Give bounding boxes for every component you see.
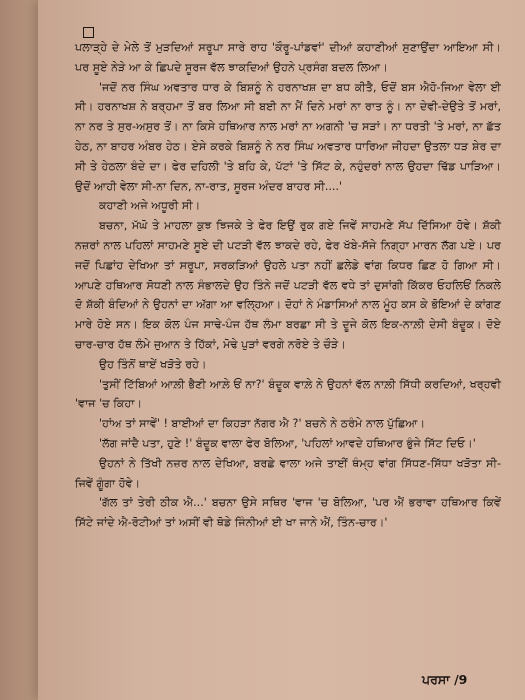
paragraph: ਉਹਨਾਂ ਨੇ ਤਿੱਖੀ ਨਜ਼ਰ ਨਾਲ ਦੇਖਿਆ, ਬਰਛੇ ਵਾਲਾ ਅਜੇ ਤਾਈਂ ਥੰਮ੍ਹ ਵਾਂਗ ਸਿੱਧਣ-ਸਿੱਧਾ ਖੜੋਤਾ ਸੀ-ਜਿਵੇਂ ਗੂੰਗਾ ਹੋਵੇ। <box>75 456 501 490</box>
book-spine-shadow <box>0 0 38 700</box>
paragraph: ਉਹ ਤਿੰਨੋਂ ਥਾਏਂ ਖੜੋਤੇ ਰਹੇ। <box>99 357 207 371</box>
paragraph: ਕਹਾਣੀ ਅਜੇ ਅਧੂਰੀ ਸੀ। <box>99 199 201 213</box>
paragraph: 'ਗੱਲ ਤਾਂ ਤੇਰੀ ਠੀਕ ਐ...' ਬਚਨਾ ਉਸੇ ਸਥਿਰ 'ਵਾਜ 'ਚ ਬੋਲਿਆ, 'ਪਰ ਐਂ ਭਰਾਵਾ ਹਥਿਆਰ ਕਿਵੇਂ ਸਿੱਟੇ ਜਾਂਦੇ ਐ-ਰੋਟੀਆਂ ਤਾਂ ਅਸੀਂ ਵੀ ਥੋਡੇ ਜਿੰਨੀਆਂ ਈ ਖਾ ਜਾਨੇ ਐਂ, ਤਿੰਨ-ਚਾਰ।' <box>75 496 501 530</box>
paragraph: 'ਤੁਸੀਂ ਟਿੱਬਿਆਂ ਆਲ਼ੀ ਭੈਣੀ ਆਲ਼ੇ ਓਂ ਨਾ?' ਬੰਦੂਕ ਵਾਲ਼ੇ ਨੇ ਉਹਨਾਂ ਵੱਲ ਨਾਲ਼ੀ ਸਿੱਧੀ ਕਰਦਿਆਂ, ਖਰ੍ਹਵੀ 'ਵਾਜ 'ਚ ਕਿਹਾ। <box>75 377 501 411</box>
paragraph: 'ਹਾਂਅ ਤਾਂ ਸਾਵੇਂ' ! ਬਾਈਆਂ ਦਾ ਕਿਹੜਾ ਨੱਗਰ ਐ ?' ਬਚਨੇ ਨੇ ਠਰੰਮੇ ਨਾਲ ਪੁੱਛਿਆ। <box>99 417 426 431</box>
paragraph: 'ਜਦੋਂ ਨਰ ਸਿੰਘ ਅਵਤਾਰ ਧਾਰ ਕੇ ਬਿਸ਼ਨੂੰ ਨੇ ਹਰਨਾਖਸ਼ ਦਾ ਬਧ ਕੀਤੈ, ਓਦੋਂ ਬਸ ਐਹੋ-ਜਿਆ ਵੇਲਾ ਈ ਸੀ। ਹਰਨਾਖਸ਼ ਨੇ ਬਰ੍ਹਮਾ ਤੋਂ ਬਰ ਲਿਆ ਸੀ ਬਈ ਨਾ ਮੈਂ ਦਿਨੇ ਮਰਾਂ ਨਾ ਰਾਤ ਨੂੰ। ਨਾ ਦੇਵੀ-ਦੇਉਤੇ ਤੋਂ ਮਰਾਂ, ਨਾ ਨਰ ਤੇ ਸੁਰ-ਅਸੁਰ ਤੋਂ। ਨਾ ਕਿਸੇ ਹਥਿਆਰ ਨਾਲ ਮਰਾਂ ਨਾ ਅਗਨੀ 'ਚ ਸੜਾਂ। ਨਾ ਧਰਤੀ 'ਤੇ ਮਰਾਂ, ਨਾ ਛੱਤ ਹੇਠ, ਨਾ ਬਾਹਰ ਅੰਬਰ ਹੇਠ। ਏਸੇ ਕਰਕੇ ਬਿਸ਼ਨੂੰ ਨੇ ਨਰ ਸਿੰਘ ਅਵਤਾਰ ਧਾਰਿਆ ਜੀਹਦਾ ਉਤਲਾ ਧੜ ਸ਼ੇਰ ਦਾ ਸੀ ਤੇ ਹੇਠਲਾ ਬੰਦੇ ਦਾ। ਫੇਰ ਦਹਿਲੀ 'ਤੇ ਬਹਿ ਕੇ, ਪੱਟਾਂ 'ਤੇ ਸਿੱਟ ਕੇ, ਨਹੁੰਦਰਾਂ ਨਾਲ ਉਹਦਾ ਢਿੱਡ ਪਾੜਿਆ। ਉਦੋਂ ਆਹੀ ਵੇਲਾ ਸੀ-ਨਾ ਦਿਨ, ਨਾ-ਰਾਤ, ਸੂਰਜ ਅੰਦਰ ਬਾਹਰ ਸੀ....' <box>75 80 501 193</box>
paragraph: 'ਲੱਗ ਜਾਂਦੈ ਪਤਾ, ਹੁਣੇ !' ਬੰਦੂਕ ਵਾਲਾ ਫੇਰ ਬੋਲਿਆ, 'ਪਹਿਲਾਂ ਆਵਦੇ ਹਥਿਆਰ ਭੁੰਜੇ ਸਿੱਟ ਦਿਓ।' <box>99 436 476 450</box>
page-number: ਪਰਸਾ /9 <box>422 672 468 687</box>
section-marker-square <box>83 27 94 38</box>
page-body-text <box>75 38 501 533</box>
paragraph: ਬਚਨਾ, ਮੱਘੋ ਤੇ ਮਾਹਲਾ ਕੁਝ ਝਿਜਕੇ ਤੇ ਫੇਰ ਇਉਂ ਰੁਕ ਗਏ ਜਿਵੇਂ ਸਾਹਮਣੇ ਸੱਪ ਦਿੱਸਿਆ ਹੋਵੇ। ਸ਼ੱਕੀ ਨਜ਼ਰਾਂ ਨਾਲ ਪਹਿਲਾਂ ਸਾਹਮਣੇ ਸੂਏ ਦੀ ਪਟੜੀ ਵੱਲ ਝਾਕਦੇ ਰਹੇ, ਫੇਰ ਖੱਬੇ-ਸੱਜੇ ਨਿਗ੍ਹਾ ਮਾਰਨ ਲੱਗ ਪਏ। ਪਰ ਜਦੋਂ ਪਿਛਾਂਹ ਦੇਖਿਆ ਤਾਂ ਸਰੂਪਾ, ਸਰਕੜਿਆਂ ਉਹਲੇ ਪਤਾ ਨਹੀਂ ਛਲੇਡੇ ਵਾਂਗ ਕਿਧਰ ਛਿਣ ਹੋ ਗਿਆ ਸੀ। ਆਪਣੇ ਹਥਿਆਰ ਸੋਧਣੀ ਨਾਲ ਸੰਭਾਲਦੇ ਉਹ ਤਿੰਨੇ ਜਦੋਂ ਪਟੜੀ ਵੱਲ ਵਧੇ ਤਾਂ ਦੁਸਾਂਗੀ ਕਿੱਕਰ ਓਹਲਿਓਂ ਨਿਕਲੇ ਦੋ ਸ਼ੱਕੀ ਬੰਦਿਆਂ ਨੇ ਉਹਨਾਂ ਦਾ ਅੱਗਾ ਆ ਵਲ੍ਹਿਆ। ਦੋਹਾਂ ਨੇ ਮੰਡਾਸਿਆਂ ਨਾਲ ਮੂੰਹ ਕਸ ਕੇ ਭੋਇਆਂ ਦੇ ਕਾਂਗਣ ਮਾਰੇ ਹੋਏ ਸਨ। ਇਕ ਕੋਲ ਪੰਜ ਸਾਢੇ-ਪੰਜ ਹੱਥ ਲੰਮਾ ਬਰਛਾ ਸੀ ਤੇ ਦੂਜੇ ਕੋਲ ਇਕ-ਨਾਲ਼ੀ ਦੇਸੀ ਬੰਦੂਕ। ਦੋਏ ਚਾਰ-ਚਾਰ ਹੱਥ ਲੰਮੇ ਜੁਆਨ ਤੇ ਹਿੱਕਾਂ, ਮੋਢੇ ਪੁੜਾਂ ਵਰਗੇ ਨਰੋਏ ਤੇ ਚੌੜੇ। <box>75 219 501 351</box>
paragraph: ਪਲਾੜ੍ਹੇ ਦੇ ਮੇਲੇ ਤੋਂ ਮੁੜਦਿਆਂ ਸਰੂਪਾ ਸਾਰੇ ਰਾਹ 'ਕੌਰੂ-ਪਾਂਡਵਾਂ' ਦੀਆਂ ਕਹਾਣੀਆਂ ਸੁਣਾਉਂਦਾ ਆਇਆ ਸੀ। ਪਰ ਸੂਏ ਨੇੜੇ ਆ ਕੇ ਛਿਪਦੇ ਸੂਰਜ ਵੱਲ ਝਾਕਦਿਆਂ ਉਹਨੇ ਪ੍ਰਸੰਗ ਬਦਲ ਲਿਆ। <box>75 41 501 74</box>
